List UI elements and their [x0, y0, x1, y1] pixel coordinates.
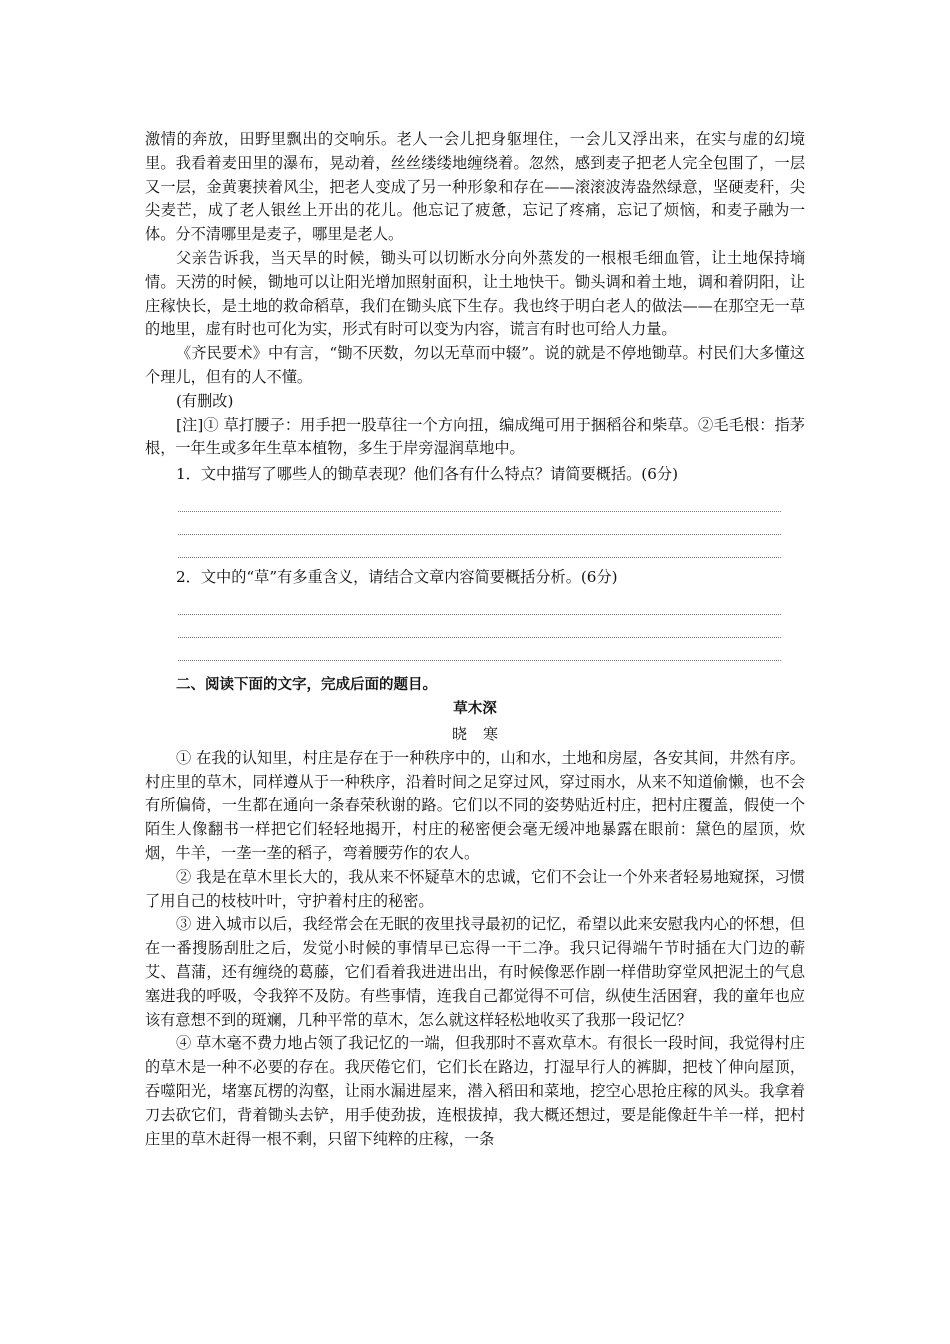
article-title: 草木深: [453, 700, 497, 717]
article-author: 晓寒: [451, 724, 514, 743]
body-paragraph: 《齐民要术》中有言，“锄不厌数，勿以无草而中辍”。说的就是不停地锄草。村民们大多懂这个理儿，但有的人不懂。: [145, 344, 805, 386]
article-paragraph: ④ 草木毫不费力地占领了我记忆的一端，但我那时不喜欢草木。有很长一段时间，我觉得村庄的草木是一种不必要的存在。我厌倦它们，它们长在路边，打湿早行人的裤脚，把枝丫伸向屋顶，吞噬阳光，堵塞瓦楞的沟壑，让雨水漏进屋来，潜入稻田和菜地，挖空心思抢庄稼的风头。我拿着刀去砍它们，背着锄头去铲，用手使劲拔，连根拔掉，我大概还想过，要是能像赶牛羊一样，把村庄里的草木赶得一根不剩，只留下纯粹的庄稼，一条: [145, 1034, 805, 1148]
answer-line[interactable]: [178, 637, 781, 638]
question-1: 1．文中描写了哪些人的锄草表现？他们各有什么特点？请简要概括。(6分): [176, 465, 678, 484]
answer-line[interactable]: [178, 660, 781, 661]
article-paragraph: ① 在我的认知里，村庄是存在于一种秩序中的，山和水，土地和房屋，各安其间，井然有序。村庄里的草木，同样遵从于一种秩序，沿着时间之足穿过风，穿过雨水，从来不知道偷懒，也不会有所偏倚，一生都在通向一条春荣秋谢的路。它们以不同的姿势贴近村庄，把村庄覆盖，假使一个陌生人像翻书一样把它们轻轻地揭开，村庄的秘密便会毫无缓冲地暴露在眼前：黛色的屋顶，炊烟，牛羊，一垄一垄的稻子，弯着腰劳作的农人。: [145, 748, 805, 862]
answer-line[interactable]: [178, 557, 781, 558]
section-heading: 二、阅读下面的文字，完成后面的题目。: [176, 676, 437, 693]
annotation-note: [注]① 草打腰子：用手把一股草往一个方向扭，编成绳可用于捆稻谷和柴草。②毛毛根：指茅根，一年生或多年生草本植物，多生于岸旁湿润草地中。: [145, 415, 805, 458]
source-note: (有删改): [176, 391, 234, 410]
body-paragraph: 激情的奔放，田野里飘出的交响乐。老人一会儿把身躯埋住，一会儿又浮出来，在实与虚的幻境里。我看着麦田里的瀑布，晃动着，丝丝缕缕地缠绕着。忽然，感到麦子把老人完全包围了，一层又一层，金黄裹挟着风尘，把老人变成了另一种形象和存在——滚滚波涛盎然绿意，坚硬麦秆，尖尖麦芒，成了老人银丝上开出的花儿。他忘记了疲惫，忘记了疼痛，忘记了烦恼，和麦子融为一体。分不清哪里是麦子，哪里是老人。: [145, 130, 805, 244]
answer-area-1: [145, 487, 805, 564]
article-paragraph: ③ 进入城市以后，我经常会在无眠的夜里找寻最初的记忆，希望以此来安慰我内心的怀想，但在一番搜肠刮肚之后，发觉小时候的事情早已忘得一干二净。我只记得端午节时插在大门边的蕲艾、菖蒲，还有缠绕的葛藤，它们看着我进进出出，有时候像恶作剧一样借助穿堂风把泥土的气息塞进我的呼吸，令我猝不及防。有些事情，连我自己都觉得不可信，纵使生活困窘，我的童年也应该有意想不到的斑斓，几种平常的草木，怎么就这样轻松地收买了我那一段记忆？: [145, 915, 805, 1029]
article-paragraph: ② 我是在草木里长大的，我从来不怀疑草木的忠诚，它们不会让一个外来者轻易地窥探，习惯了用自己的枝枝叶叶，守护着村庄的秘密。: [145, 867, 805, 910]
document-page: [145, 128, 805, 1151]
body-paragraph: 父亲告诉我，当天旱的时候，锄头可以切断水分向外蒸发的一根根毛细血管，让土地保持墒情。天涝的时候，锄地可以让阳光增加照射面积，让土地快干。锄头调和着土地，调和着阴阳，让庄稼快长，是土地的救命稻草，我们在锄头底下生存。我也终于明白老人的做法——在那空无一草的地里，虚有时也可化为实，形式有时可以变为内容，谎言有时也可给人力量。: [145, 248, 805, 339]
answer-line[interactable]: [178, 511, 781, 512]
answer-line[interactable]: [178, 614, 781, 615]
question-2: 2．文中的“草”有多重含义，请结合文章内容简要概括分析。(6分): [176, 567, 618, 586]
answer-area-2: [145, 590, 805, 667]
answer-line[interactable]: [178, 534, 781, 535]
